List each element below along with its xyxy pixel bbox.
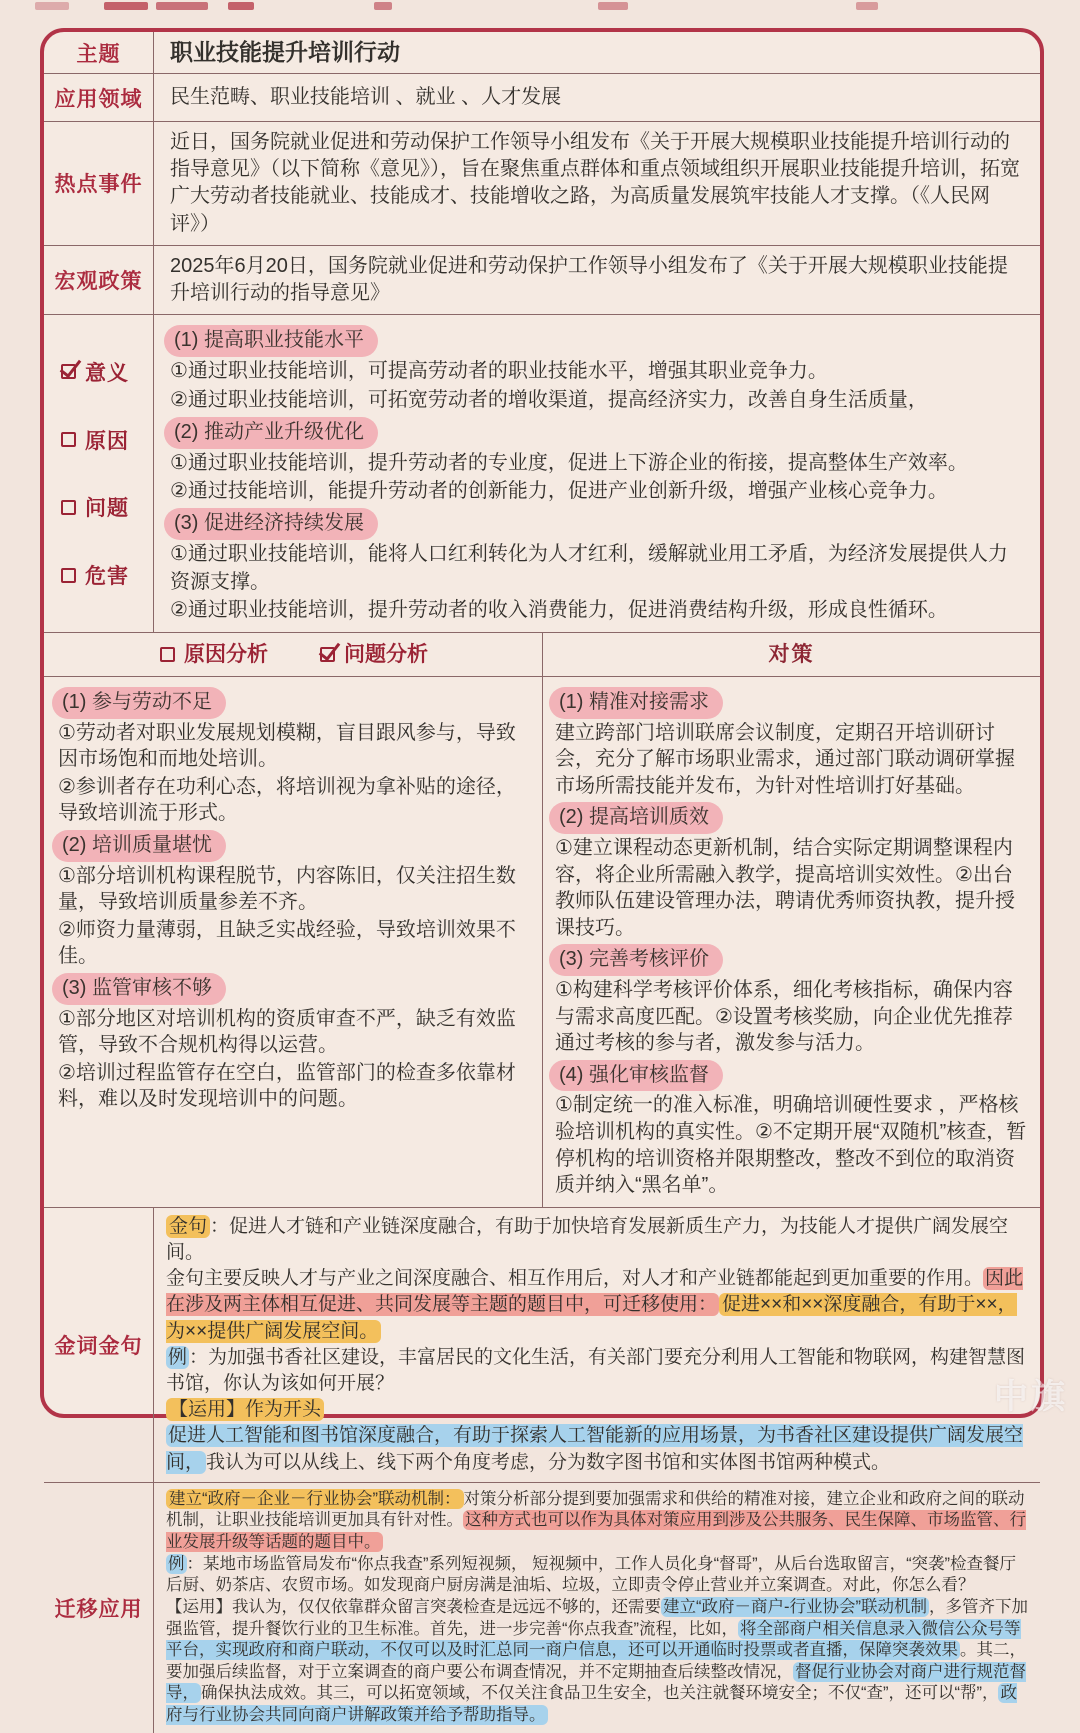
row-macro-policy	[44, 246, 1040, 315]
cropped-text-artifact	[0, 0, 1080, 14]
highlight-segment: 因此在涉及两主体相互促进、共同发展等主题的题目中，可迁移使用：	[166, 1268, 1024, 1316]
significance-content	[154, 315, 1040, 632]
crop-mark	[228, 2, 254, 10]
text-segment: 金句主要反映人才与产业之间深度融合、相互作用后，对人才和产业链都能起到更加重要的作用。	[166, 1268, 984, 1290]
text-line: ①构建科学考核评价体系，细化考核指标，确保内容与需求高度匹配。②设置考核奖励，向企业优先推荐通过考核的参与者，激发参与活力。	[555, 978, 1013, 1055]
highlight-segment: 政府与行业协会共同向商户讲解政策并给予帮助指导。	[166, 1684, 1017, 1724]
point-title-line	[549, 1060, 1028, 1092]
analysis-header-countermeasures: 对策	[768, 642, 815, 666]
text-line: ②通过技能培训，能提升劳动者的创新能力，促进产业创新升级，增强产业核心竞争力。	[170, 480, 948, 503]
point-group	[555, 802, 1028, 941]
point-group	[170, 325, 1026, 414]
point-title-pill: (2) 推动产业升级优化	[164, 417, 378, 449]
rich-paragraph	[166, 1214, 1030, 1266]
golden-content	[154, 1208, 1040, 1482]
watermark: 中旗	[994, 1378, 1068, 1416]
point-title-line	[52, 830, 530, 862]
checkbox-unchecked-icon[interactable]	[61, 500, 76, 515]
point-group	[555, 944, 1028, 1056]
highlight-segment: 促进××和××深度融合，有助于××，为××提供广阔发展空间。	[166, 1294, 1017, 1342]
analysis-left-column	[44, 677, 543, 1207]
analysis-body-row	[44, 677, 1040, 1208]
text-segment: 。其二，要加强后续监督，对于立案调查的商户要公布调查情况，并不定期抽查后续整改情况，	[166, 1641, 1026, 1681]
highlight-segment: 促进人工智能和图书馆深度融合，有助于探索人工智能新的应用场景，为书香社区建设提供广阔发展空间，	[166, 1425, 1024, 1473]
text-line: ②师资力量薄弱，且缺乏实战经验，导致培训效果不佳。	[58, 918, 516, 968]
countermeasures-column	[543, 677, 1040, 1207]
highlight-segment: 例	[168, 1346, 188, 1368]
text-line: ②通过职业技能培训，可拓宽劳动者的增收渠道，提高经济实力，改善自身生活质量，	[170, 388, 928, 411]
highlight-segment: 金句	[166, 1215, 210, 1238]
crop-mark	[104, 2, 148, 10]
checkbox-unchecked-icon[interactable]	[61, 432, 76, 447]
hot-event-text: 近日，国务院就业促进和劳动保护工作领导小组发布《关于开展大规模职业技能提升培训行动的指导意见》（以下简称《意见》），旨在聚焦重点群体和重点领域组织开展职业技能提升培训，拓宽广大劳动者技能就业、技能成才、技能增收之路，为高质量发展筑牢技能人才支撑。（《人民网评》）	[170, 131, 1020, 235]
checkbox-label: 意义	[85, 361, 129, 385]
point-group	[555, 1060, 1028, 1199]
fields-value: 民生范畴、职业技能培训 、就业 、人才发展	[170, 85, 562, 108]
checkbox-item	[61, 357, 129, 387]
point-title-pill: (1) 提高职业技能水平	[164, 325, 378, 357]
highlight-segment: 这种方式也可以作为具体对策应用到涉及公共服务、民生保障、市场监管、行业发展升级等话题的题目中。	[166, 1511, 1026, 1552]
text-segment: 确保执法成效。其三，可以拓宽领域，不仅关注食品卫生安全，也关注就餐环境安全；不仅“查”，还可以“帮”，	[201, 1684, 999, 1703]
theme-value: 职业技能提升培训行动	[170, 38, 400, 65]
checkbox-unchecked-icon[interactable]	[61, 568, 76, 583]
row-theme	[44, 32, 1040, 74]
highlight-segment: 建立“政府－企业－行业协会”联动机制：	[166, 1489, 464, 1509]
point-group	[58, 830, 530, 970]
row-label-theme: 主题	[44, 32, 154, 73]
row-label-macro-policy: 宏观政策	[44, 246, 154, 314]
point-title-line	[549, 802, 1028, 834]
point-title-line	[164, 508, 1026, 540]
notes-table	[40, 28, 1044, 1724]
checkbox-checked-icon[interactable]	[61, 364, 76, 379]
point-title-pill: (2) 培训质量堪忧	[52, 830, 226, 862]
text-line: ①劳动者对职业发展规划模糊，盲目跟风参与，导致因市场饱和而地处培训。	[58, 721, 516, 771]
text-line: ①部分培训机构课程脱节，内容陈旧，仅关注招生数量，导致培训质量参差不齐。	[58, 864, 516, 914]
crop-mark	[856, 2, 878, 10]
checkbox-label: 原因分析	[184, 642, 268, 666]
point-group	[170, 417, 1026, 506]
point-title-pill: (3) 促进经济持续发展	[164, 508, 378, 540]
highlight-segment: 【运用】作为开头	[166, 1398, 324, 1421]
checkbox-checked-icon[interactable]	[320, 647, 335, 662]
checkbox-label: 危害	[85, 565, 129, 589]
rich-paragraph	[166, 1489, 1030, 1554]
rich-paragraph	[166, 1597, 1030, 1727]
point-title-pill: (1) 参与劳动不足	[52, 687, 226, 719]
point-title-line	[164, 417, 1026, 449]
text-line: ①建立课程动态更新机制，结合实际定期调整课程内容，将企业所需融入教学，提高培训实效性。②出台教师队伍建设管理办法，聘请优秀师资执教，提升授课技巧。	[555, 836, 1015, 939]
macro-policy-text: 2025年6月20日，国务院就业促进和劳动保护工作领导小组发布了《关于开展大规模职业技能提升培训行动的指导意见》	[170, 254, 1008, 304]
text-line: ①制定统一的准入标准，明确培训硬性要求 ，严格核验培训机构的真实性。②不定期开展“双随机”核查，暂停机构的培训资格并限期整改，整改不到位的取消资质并纳入“黑名单”。	[555, 1094, 1027, 1197]
point-group	[555, 687, 1028, 799]
point-title-line	[549, 944, 1028, 976]
analysis-header-left	[44, 633, 543, 676]
text-line: ②参训者存在功利心态，将培训视为拿补贴的途径，导致培训流于形式。	[58, 775, 516, 825]
transfer-content	[154, 1483, 1040, 1733]
point-title-pill: (4) 强化审核监督	[549, 1060, 723, 1092]
text-line: ①通过职业技能培训，可提高劳动者的职业技能水平，增强其职业竞争力。	[170, 360, 828, 383]
text-segment: ，多管齐下加强监管，提升餐饮行业的卫生标准。首先，进一步完善“你点我查”流程，比如，	[166, 1597, 1028, 1638]
text-segment: 我认为可以从线上、线下两个角度考虑，分为数字图书馆和实体图书馆两种模式。	[206, 1451, 891, 1473]
checkbox-item	[61, 492, 129, 522]
point-title-pill: (1) 精准对接需求	[549, 687, 723, 719]
rich-paragraph	[166, 1266, 1030, 1345]
row-label-fields: 应用领域	[44, 74, 154, 121]
point-title-line	[164, 325, 1026, 357]
checkbox-label: 问题分析	[344, 642, 428, 666]
text-segment: 【运用】我认为，仅仅依靠群众留言突袭检查是远远不够的，还需要	[166, 1597, 661, 1616]
crop-mark	[156, 2, 208, 10]
checkbox-label: 原因	[85, 429, 129, 453]
highlight-segment: 建立“政府－商户-行业协会”联动机制	[663, 1597, 927, 1616]
point-title-pill: (3) 完善考核评价	[549, 944, 723, 976]
checkbox-unchecked-icon[interactable]	[160, 647, 175, 662]
crop-mark	[598, 2, 628, 10]
text-line: ②通过职业技能培训，提升劳动者的收入消费能力，促进消费结构升级，形成良性循环。	[170, 598, 948, 621]
text-line: 建立跨部门培训联席会议制度，定期召开培训研讨会，充分了解市场职业需求，通过部门联动调研掌握市场所需技能并发布，为针对性培训打好基础。	[555, 721, 1015, 797]
point-group	[170, 508, 1026, 624]
text-segment: 对策分析部分提到要加强需求和供给的精准对接，建立企业和政府之间的联动机制，让职业技能培训更加具有针对性。	[166, 1489, 1025, 1530]
row-application-fields	[44, 74, 1040, 122]
row-golden-phrases	[44, 1208, 1040, 1483]
text-segment: ：某地市场监管局发布“你点我查”系列短视频， 短视频中，工作人员化身“督哥”，从后台选取留言，“突袭”检查餐厅后厨、奶茶店、农贸市场。如发现商户厨房满是油垢、垃圾，立即责令停止营业并立案调查。对此，你怎么看？	[166, 1554, 1017, 1595]
point-group	[58, 687, 530, 827]
checkbox-item	[160, 641, 268, 669]
text-line: ①通过职业技能培训，提升劳动者的专业度，促进上下游企业的衔接，提高整体生产效率。	[170, 451, 968, 474]
point-title-line	[52, 687, 530, 719]
checkbox-item	[61, 425, 129, 455]
point-title-line	[549, 687, 1028, 719]
point-title-pill: (3) 监管审核不够	[52, 973, 226, 1005]
row-label-hot-event: 热点事件	[44, 122, 154, 245]
row-hot-event	[44, 122, 1040, 246]
point-group	[58, 973, 530, 1113]
point-title-line	[52, 973, 530, 1005]
text-line: ②培训过程监管存在空白，监管部门的检查多依靠材料，难以及时发现培训中的问题。	[58, 1061, 516, 1111]
rich-paragraph	[166, 1423, 1030, 1475]
rich-paragraph	[166, 1554, 1030, 1597]
row-label-golden: 金词金句	[44, 1208, 154, 1482]
checkbox-label: 问题	[85, 497, 129, 521]
crop-mark	[374, 2, 392, 10]
text-line: ①部分地区对培训机构的资质审查不严，缺乏有效监管，导致不合规机构得以运营。	[58, 1007, 516, 1057]
checkbox-item	[320, 641, 428, 669]
crop-mark	[35, 2, 69, 10]
highlight-segment: 例	[168, 1554, 185, 1573]
rich-paragraph	[166, 1397, 1030, 1423]
analysis-header-row	[44, 633, 1040, 677]
row-label-transfer: 迁移应用	[44, 1483, 154, 1733]
highlight-segment: 督促行业协会对商户进行规范督导，	[166, 1662, 1026, 1703]
text-segment: ：促进人才链和产业链深度融合，有助于加快培育发展新质生产力，为技能人才提供广阔发展空间。	[166, 1215, 1009, 1263]
significance-checklist	[44, 315, 154, 632]
text-segment: ：为加强书香社区建设，丰富居民的文化生活，有关部门要充分利用人工智能和物联网，构建智慧图书馆，你认为该如何开展？	[166, 1346, 1026, 1394]
row-significance	[44, 315, 1040, 633]
rich-paragraph	[166, 1345, 1030, 1397]
row-transfer-application	[44, 1483, 1040, 1733]
highlight-segment: 将全部商户相关信息录入微信公众号等平台，实现政府和商户联动，不仅可以及时汇总同一商户信息，还可以开通临时投票或者直播，保障突袭效果	[166, 1619, 1021, 1660]
text-line: ①通过职业技能培训，能将人口红利转化为人才红利，缓解就业用工矛盾，为经济发展提供人力资源支撑。	[170, 543, 1008, 593]
checkbox-item	[61, 560, 129, 590]
point-title-pill: (2) 提高培训质效	[549, 802, 723, 834]
